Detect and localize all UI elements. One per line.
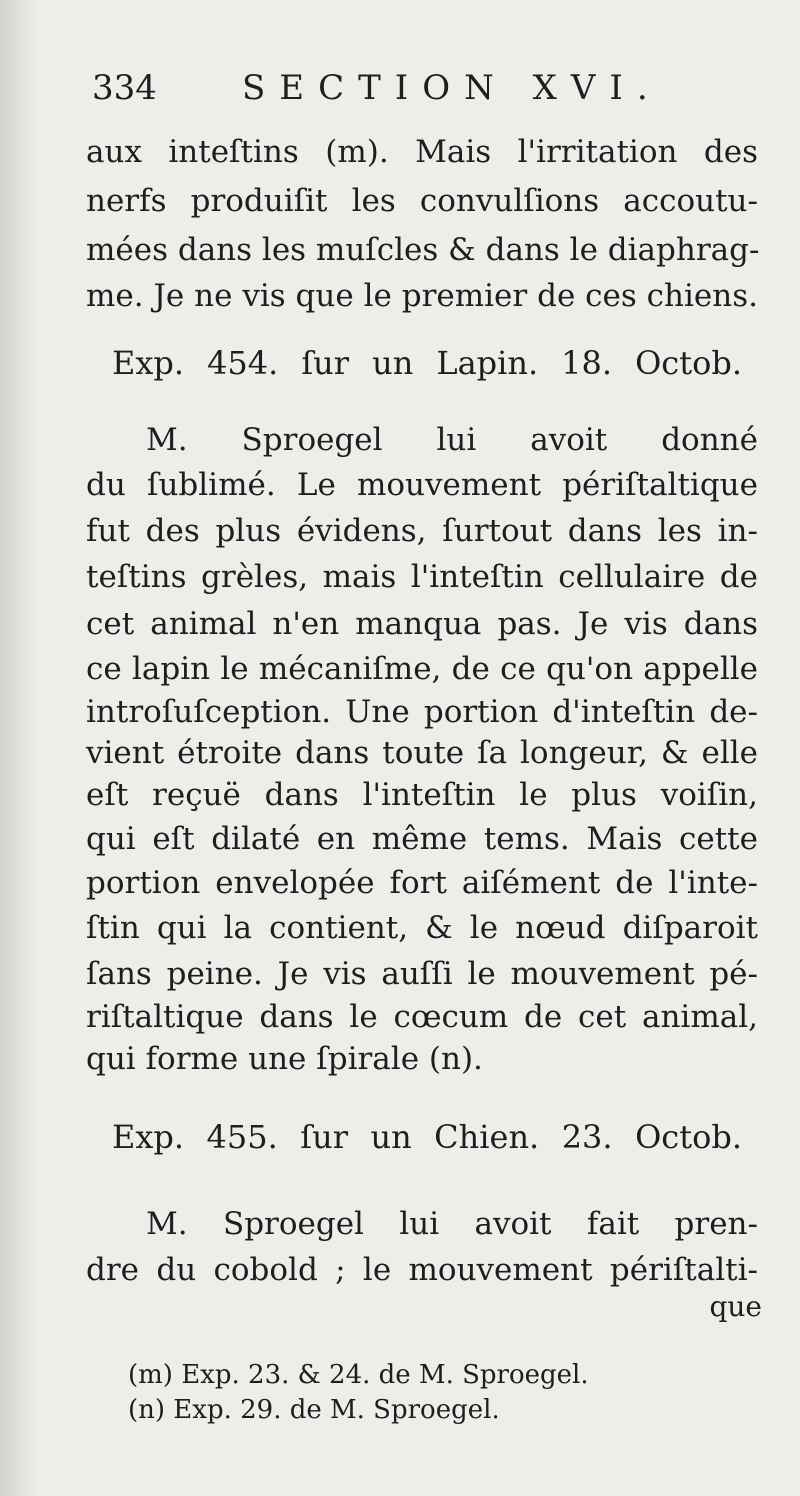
text-line: nerfs produiſit les convulſions accoutu- [86, 183, 758, 219]
text-line: qui eſt dilaté en même tems. Mais cette [86, 821, 758, 857]
text-line: eſt reçuë dans l'inteſtin le plus voiſin, [86, 777, 758, 813]
text-line: riſtaltique dans le cœcum de cet animal, [86, 999, 758, 1035]
text-line: cet animal n'en manqua pas. Je vis dans [86, 606, 758, 642]
text-line: dre du cobold ; le mouvement périſtalti- [86, 1252, 758, 1288]
text-line: portion envelopée fort aiſément de l'inte- [86, 865, 758, 901]
text-line: fut des plus évidens, ſurtout dans les in- [86, 513, 758, 549]
text-line: introſuſception. Une portion d'inteſtin de- [86, 694, 758, 730]
text-line: teſtins grèles, mais l'inteſtin cellulaire de [86, 559, 758, 595]
text-line: qui forme une ſpirale (n). [86, 1041, 483, 1077]
text-line: mées dans les muſcles & dans le diaphrag- [86, 232, 760, 268]
footnote-n: (n) Exp. 29. de M. Sproegel. [128, 1395, 500, 1425]
text-line: me. Je ne vis que le premier de ces chiens. [86, 278, 758, 314]
text-line: ce lapin le mécaniſme, de ce qu'on appelle [86, 651, 758, 687]
text-line: ſans peine. Je vis auſſi le mouvement pé- [86, 956, 758, 992]
experiment-heading-455: Exp. 455. ſur un Chien. 23. Octob. [112, 1118, 742, 1156]
catchword: que [709, 1290, 762, 1323]
running-head: SECTION XVI. [242, 68, 662, 108]
page-header [92, 68, 692, 112]
footnote-m: (m) Exp. 23. & 24. de M. Sproegel. [128, 1360, 589, 1390]
text-line: M. Sproegel lui avoit fait pren- [146, 1206, 758, 1242]
page-number: 334 [92, 68, 157, 108]
text-line: aux inteſtins (m). Mais l'irritation des [86, 134, 758, 170]
text-line: ſtin qui la contient, & le nœud diſparoit [86, 910, 758, 946]
text-line: du ſublimé. Le mouvement périſtaltique [86, 467, 758, 503]
text-line: M. Sproegel lui avoit donné [146, 422, 758, 458]
experiment-heading-454: Exp. 454. ſur un Lapin. 18. Octob. [112, 344, 742, 382]
text-line: vient étroite dans toute ſa longeur, & elle [86, 735, 758, 771]
